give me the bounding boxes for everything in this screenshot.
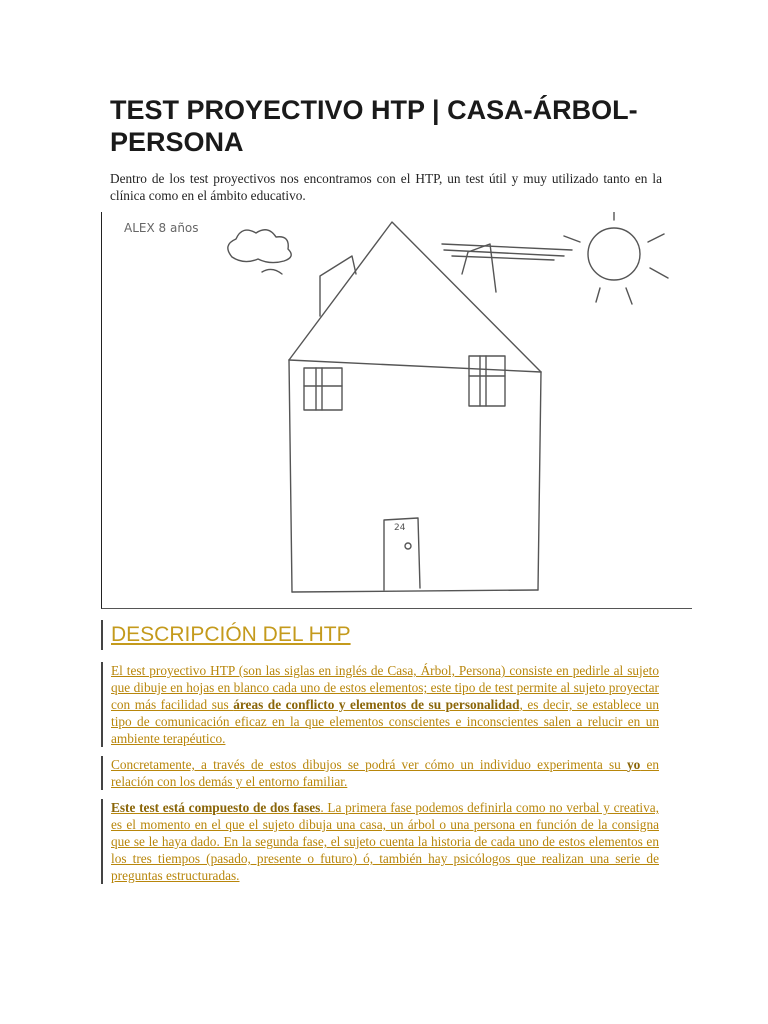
description-paragraph-1[interactable] [101, 662, 659, 747]
description-paragraph-3[interactable] [101, 799, 659, 884]
p2-bold: yo [626, 757, 641, 772]
section-heading[interactable]: DESCRIPCIÓN DEL HTP [111, 623, 351, 646]
drawing-caption: ALEX 8 años [124, 221, 199, 235]
page-title: TEST PROYECTIVO HTP | CASA-ÁRBOL-PERSONA [110, 95, 638, 157]
house-drawing [102, 212, 692, 608]
p3-bold: Este test está compuesto de dos fases [111, 800, 321, 815]
p1-text-b: , es decir, se establece un tipo de comunicación eficaz en la que elementos conscientes e inconscientes salen a relucir en un ambiente terapéutico. [111, 697, 659, 746]
intro-paragraph: Dentro de los test proyectivos nos encontramos con el HTP, un test útil y muy utilizado tanto en la clínica como en el ámbito educativo. [110, 171, 662, 203]
description-paragraph-2[interactable] [101, 756, 659, 790]
p1-bold: áreas de conflicto y elementos de su personalidad [233, 697, 520, 712]
p1-text-a: El test proyectivo HTP (son las siglas en inglés de Casa, Árbol, Persona) consiste en pedirle al sujeto que dibuje en hojas en blanco cada uno de estos elementos; este tipo de test permite al sujeto proyectar con más facilidad sus [111, 663, 659, 712]
p2-text-b: en relación con los demás y el entorno familiar. [111, 757, 659, 789]
house-drawing-figure [101, 212, 692, 609]
door-number: 24 [394, 523, 406, 533]
section-heading-wrap [101, 620, 663, 650]
p2-text-a: Concretamente, a través de estos dibujos se podrá ver cómo un individuo experimenta su [111, 757, 627, 772]
p3-text-a: . La primera fase podemos definirla como no verbal y creativa, es el momento en el que el sujeto dibuja una casa, un árbol o una persona en función de la consigna que se le haya dado. En la segunda fase, el sujeto cuenta la historia de cada uno de estos elementos en los tres tiempos (pasado, presente o futuro) ó, también hay psicólogos que realizan una serie de preguntas estructuradas. [111, 800, 659, 883]
